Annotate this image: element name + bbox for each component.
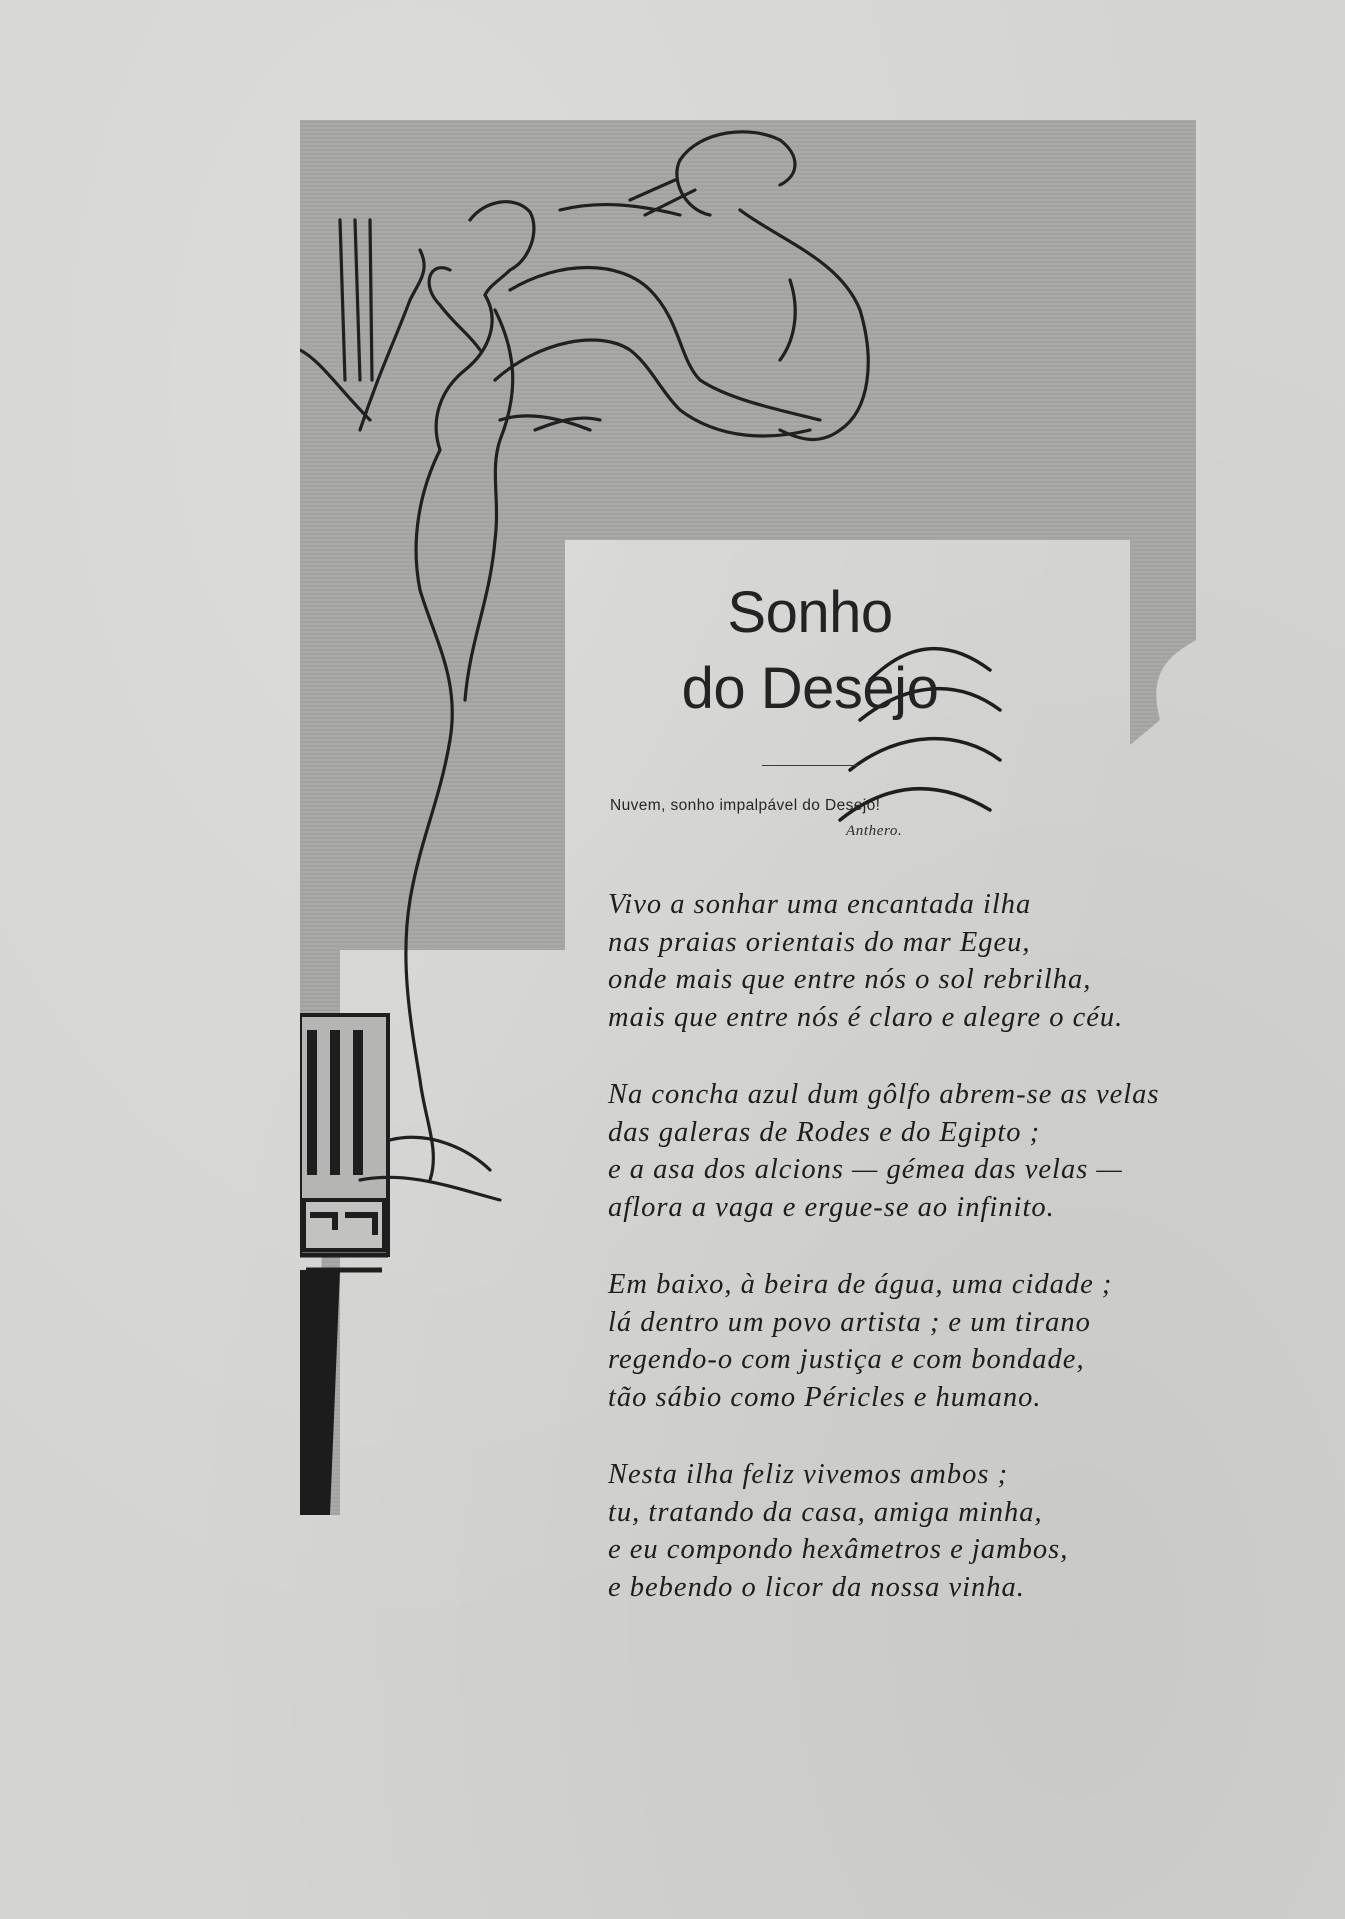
verse-line: regendo-o com justiça e com bondade, <box>608 1344 1085 1375</box>
verse-line: Nesta ilha feliz vivemos ambos ; <box>608 1459 1009 1490</box>
decorative-column <box>300 1015 388 1515</box>
title-block <box>570 575 1050 766</box>
verse-line: tu, tratando da casa, amiga minha, <box>608 1496 1043 1528</box>
title-line-2: do Desejo <box>681 656 939 721</box>
epigraph-author: Anthero. <box>846 823 903 839</box>
verse-line: aflora a vaga e ergue-se ao infinito. <box>608 1191 1055 1223</box>
verse-line: e a asa dos alcions — gémea das velas — <box>608 1154 1123 1185</box>
verse-line: Na concha azul dum gôlfo abrem-se as velas <box>608 1079 1160 1110</box>
verse-line: mais que entre nós é claro e alegre o céu. <box>608 1001 1124 1033</box>
stanza-3 <box>608 1266 1228 1416</box>
stanza-4 <box>608 1456 1228 1606</box>
verse-line: nas praias orientais do mar Egeu, <box>608 926 1031 958</box>
verse-line: tão sábio como Péricles e humano. <box>608 1381 1042 1413</box>
stanza-1 <box>608 886 1228 1036</box>
epigraph <box>610 797 1010 840</box>
epigraph-quote: Nuvem, sonho impalpável do Desejo! <box>610 797 881 814</box>
verse-line: Em baixo, à beira de água, uma cidade ; <box>608 1269 1113 1300</box>
poem <box>608 886 1228 1646</box>
stanza-2 <box>608 1076 1228 1226</box>
verse-line: Vivo a sonhar uma encantada ilha <box>608 889 1032 920</box>
verse-line: lá dentro um povo artista ; e um tirano <box>608 1306 1091 1338</box>
title-divider <box>762 765 858 766</box>
verse-line: e bebendo o licor da nossa vinha. <box>608 1571 1025 1603</box>
title-line-1: Sonho <box>727 580 893 645</box>
verse-line: das galeras de Rodes e do Egipto ; <box>608 1116 1041 1148</box>
verse-line: e eu compondo hexâmetros e jambos, <box>608 1534 1069 1565</box>
verse-line: onde mais que entre nós o sol rebrilha, <box>608 964 1092 995</box>
